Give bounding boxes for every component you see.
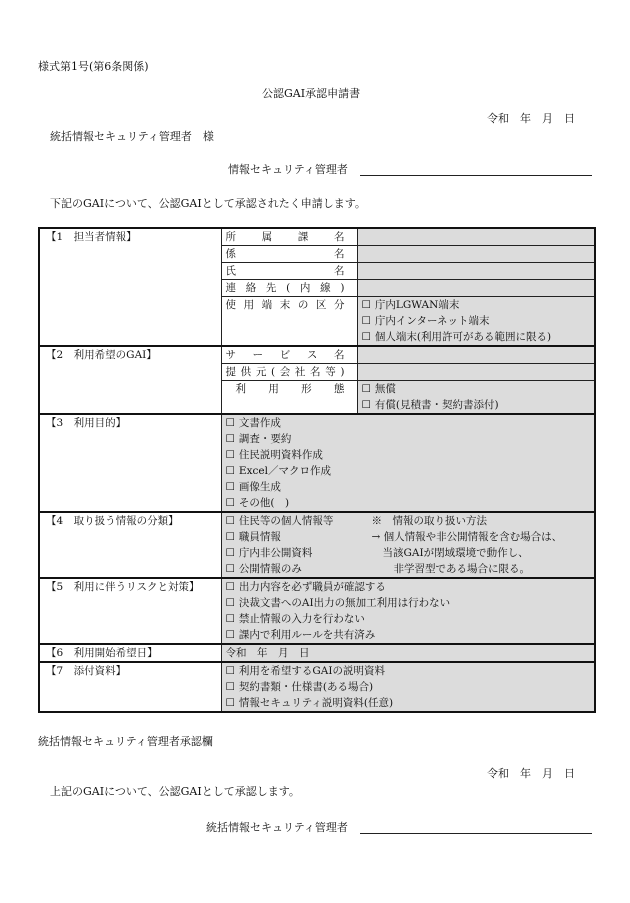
application-form-table <box>38 227 596 713</box>
note-line: 非学習型である場合に限る。 <box>393 563 530 575</box>
terminal-options <box>357 297 595 347</box>
terminal-option[interactable]: ☐ 庁内LGWAN端末 <box>361 299 460 311</box>
checkbox-icon[interactable]: ☐ <box>225 547 235 559</box>
section-2-title: 【2 利用希望のGAI】 <box>39 346 221 414</box>
label-usage-type: 利 用 形 態 <box>221 381 357 415</box>
note-line: 当該GAIが閉域環境で動作し、 <box>382 547 529 559</box>
approval-heading: 統括情報セキュリティ管理者承認欄 <box>38 735 213 748</box>
checkbox-icon[interactable]: ☐ <box>225 581 235 593</box>
info-option[interactable]: ☐ 公開情報のみ <box>225 563 302 575</box>
name-field[interactable] <box>357 263 595 280</box>
start-date-field[interactable]: 令和 年 月 日 <box>221 644 595 662</box>
risk-option[interactable]: ☐ 禁止情報の入力を行わない <box>225 613 365 625</box>
checkbox-icon[interactable]: ☐ <box>225 465 235 477</box>
info-classification <box>221 512 595 578</box>
risk-option[interactable]: ☐ 課内で利用ルールを共有済み <box>225 629 376 641</box>
purpose-option[interactable]: ☐ 画像生成 <box>225 481 281 493</box>
checkbox-icon[interactable]: ☐ <box>225 481 235 493</box>
checkbox-icon[interactable]: ☐ <box>225 681 235 693</box>
label-name: 氏 名 <box>221 263 357 280</box>
label-department: 所 属 課 名 <box>221 228 357 246</box>
checkbox-icon[interactable]: ☐ <box>225 531 235 543</box>
checkbox-icon[interactable]: ☐ <box>225 515 235 527</box>
checkbox-icon[interactable]: ☐ <box>361 399 371 411</box>
checkbox-icon[interactable]: ☐ <box>225 629 235 641</box>
section-field[interactable] <box>357 246 595 263</box>
note-line: ※ 情報の取り扱い方法 <box>371 515 487 527</box>
info-option[interactable]: ☐ 職員情報 <box>225 531 281 543</box>
service-field[interactable] <box>357 346 595 364</box>
checkbox-icon[interactable]: ☐ <box>225 613 235 625</box>
purpose-option[interactable]: ☐ Excel／マクロ作成 <box>225 465 331 477</box>
form-number: 様式第1号(第6条関係) <box>38 60 149 73</box>
usage-option[interactable]: ☐ 無償 <box>361 383 396 395</box>
checkbox-icon[interactable]: ☐ <box>361 331 371 343</box>
risk-option[interactable]: ☐ 決裁文書へのAI出力の無加工利用は行わない <box>225 597 451 609</box>
page-title: 公認GAI承認申請書 <box>262 87 361 100</box>
section-1-title: 【1 担当者情報】 <box>39 228 221 346</box>
purpose-options <box>221 414 595 512</box>
usage-options <box>357 381 595 415</box>
checkbox-icon[interactable]: ☐ <box>225 665 235 677</box>
checkbox-icon[interactable]: ☐ <box>225 697 235 709</box>
risk-options <box>221 578 595 644</box>
addressee: 統括情報セキュリティ管理者 様 <box>50 130 214 143</box>
approval-date: 令和 年 月 日 <box>487 767 575 780</box>
purpose-option[interactable]: ☐ 調査・要約 <box>225 433 292 445</box>
checkbox-icon[interactable]: ☐ <box>225 449 235 461</box>
section-6-title: 【6 利用開始希望日】 <box>39 644 221 662</box>
department-field[interactable] <box>357 228 595 246</box>
usage-option[interactable]: ☐ 有償(見積書・契約書添付) <box>361 399 499 411</box>
provider-field[interactable] <box>357 364 595 381</box>
risk-option[interactable]: ☐ 出力内容を必ず職員が確認する <box>225 581 386 593</box>
attachment-option[interactable]: ☐ 利用を希望するGAIの説明資料 <box>225 665 386 677</box>
section-3-title: 【3 利用目的】 <box>39 414 221 512</box>
approver-signature-line[interactable] <box>360 833 592 834</box>
checkbox-icon[interactable]: ☐ <box>225 433 235 445</box>
checkbox-icon[interactable]: ☐ <box>225 597 235 609</box>
intro-text: 下記のGAIについて、公認GAIとして承認されたく申請します。 <box>50 197 366 210</box>
section-7-title: 【7 添付資料】 <box>39 662 221 712</box>
checkbox-icon[interactable]: ☐ <box>361 299 371 311</box>
label-section: 係 名 <box>221 246 357 263</box>
checkbox-icon[interactable]: ☐ <box>225 563 235 575</box>
label-service: サ ー ビ ス 名 <box>221 346 357 364</box>
contact-field[interactable] <box>357 280 595 297</box>
info-option[interactable]: ☐ 住民等の個人情報等 <box>225 515 334 527</box>
approval-statement: 上記のGAIについて、公認GAIとして承認します。 <box>50 785 300 798</box>
label-terminal: 使 用 端 末 の 区 分 <box>221 297 357 347</box>
terminal-option[interactable]: ☐ 個人端末(利用許可がある範囲に限る) <box>361 331 552 343</box>
purpose-option[interactable]: ☐ 文書作成 <box>225 417 281 429</box>
applicant-signature-line[interactable] <box>360 175 592 176</box>
attachment-option[interactable]: ☐ 情報セキュリティ説明資料(任意) <box>225 697 394 709</box>
note-line: → 個人情報や非公開情報を含む場合は、 <box>371 531 563 543</box>
approver-label: 統括情報セキュリティ管理者 <box>206 821 348 834</box>
attachment-options <box>221 662 595 712</box>
purpose-option[interactable]: ☐ その他( ) <box>225 497 290 509</box>
label-contact: 連 絡 先 ( 内 線 ) <box>221 280 357 297</box>
application-date: 令和 年 月 日 <box>487 112 575 125</box>
terminal-option[interactable]: ☐ 庁内インターネット端末 <box>361 315 490 327</box>
checkbox-icon[interactable]: ☐ <box>225 417 235 429</box>
label-provider: 提 供 元 ( 会 社 名 等 ) <box>221 364 357 381</box>
section-4-title: 【4 取り扱う情報の分類】 <box>39 512 221 578</box>
checkbox-icon[interactable]: ☐ <box>361 383 371 395</box>
section-5-title: 【5 利用に伴うリスクと対策】 <box>39 578 221 644</box>
info-handling-notes <box>372 513 591 577</box>
applicant-label: 情報セキュリティ管理者 <box>228 163 348 176</box>
attachment-option[interactable]: ☐ 契約書類・仕様書(ある場合) <box>225 681 374 693</box>
info-option[interactable]: ☐ 庁内非公開資料 <box>225 547 313 559</box>
checkbox-icon[interactable]: ☐ <box>361 315 371 327</box>
checkbox-icon[interactable]: ☐ <box>225 497 235 509</box>
purpose-option[interactable]: ☐ 住民説明資料作成 <box>225 449 323 461</box>
